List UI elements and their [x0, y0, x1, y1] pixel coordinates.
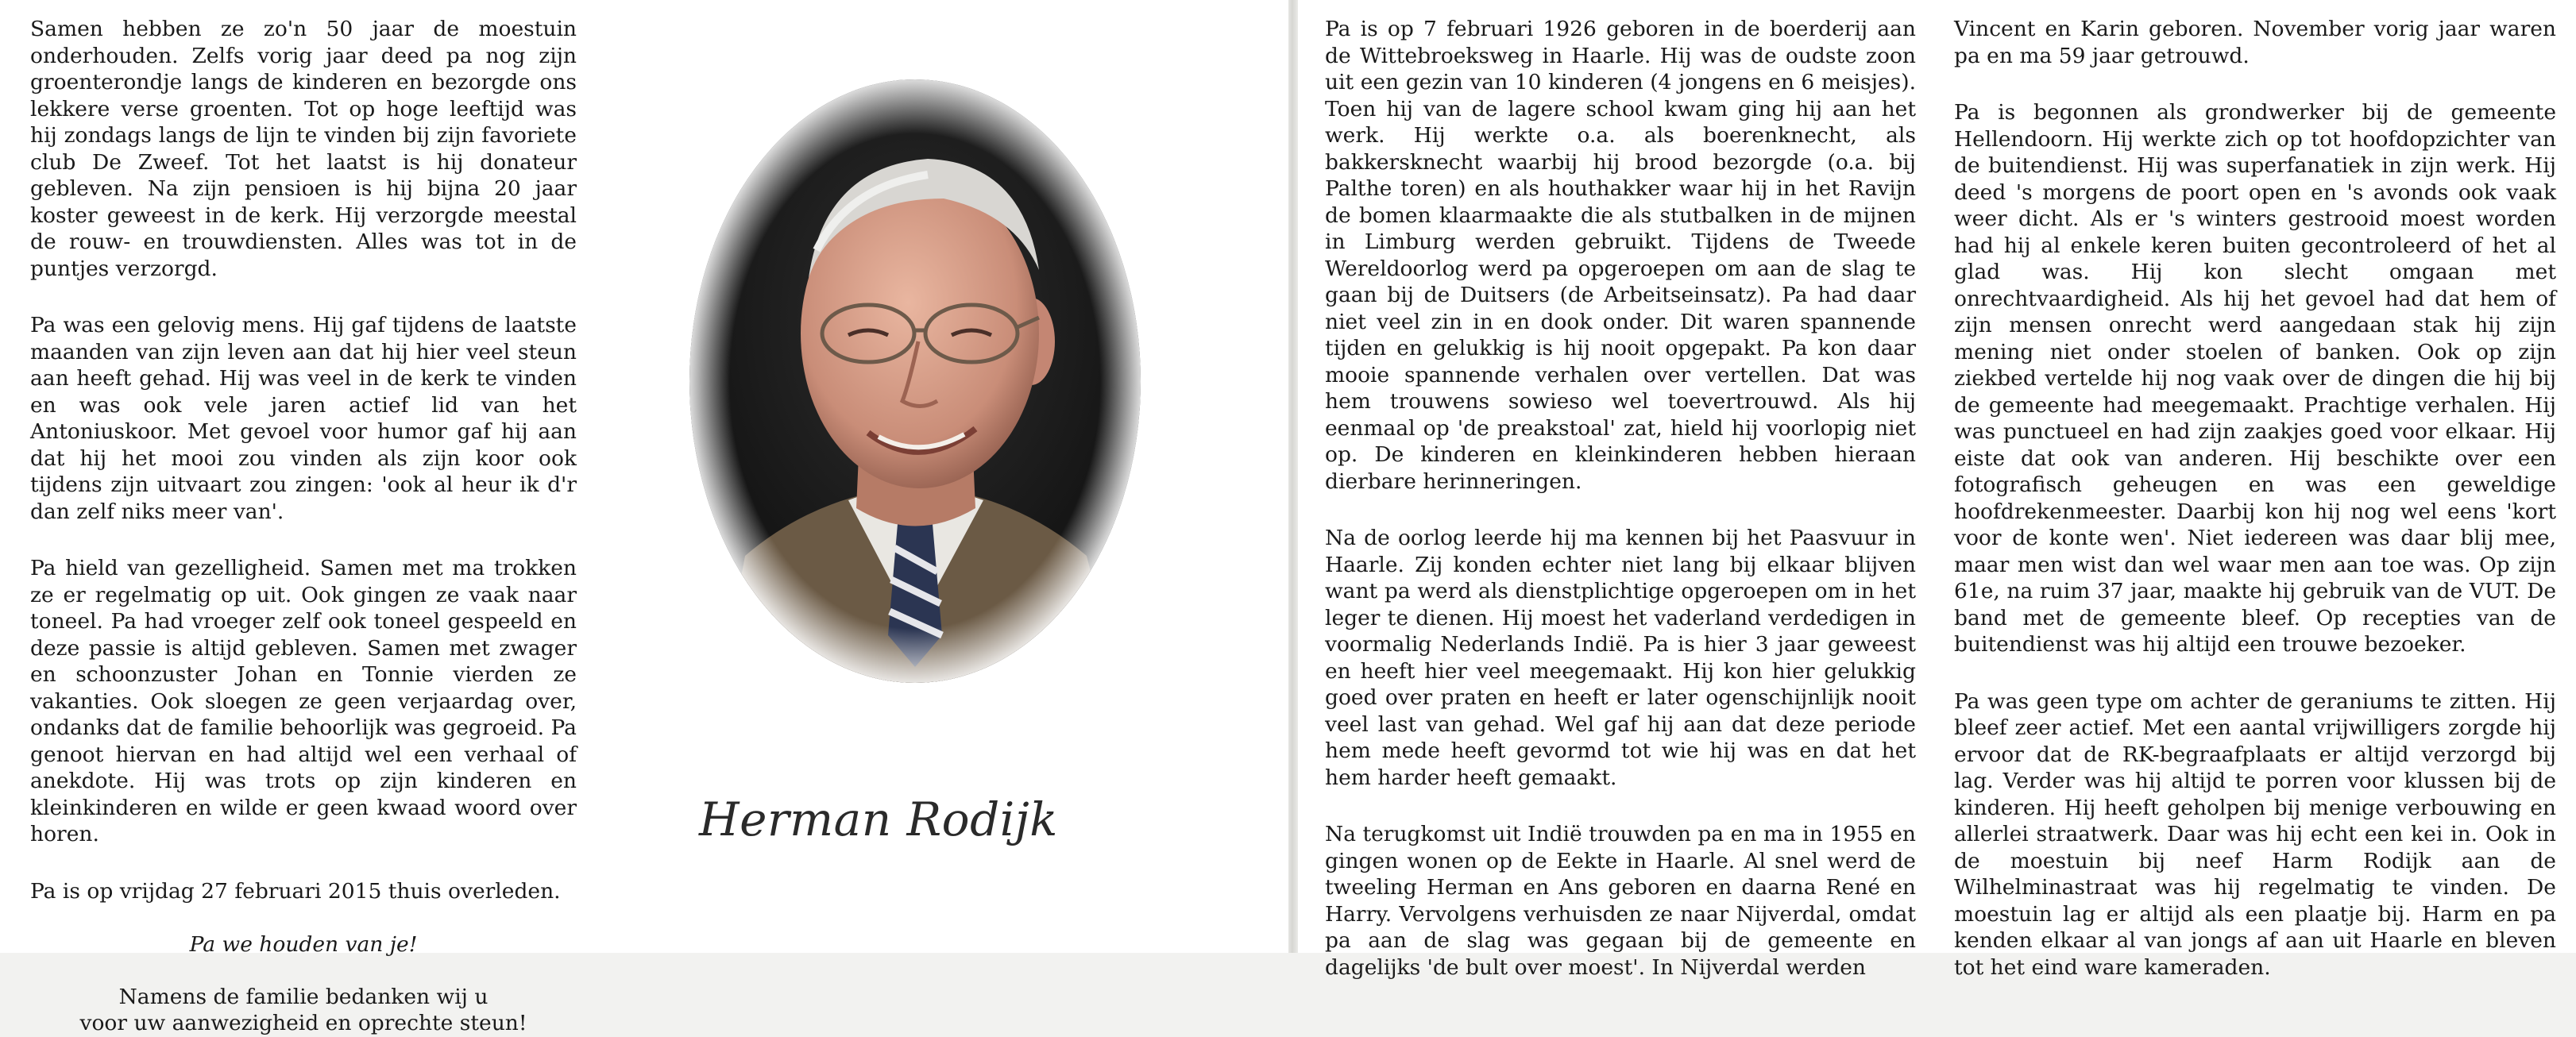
paragraph: Samen hebben ze zo'n 50 jaar de moestuin onderhouden. Zelfs vorig jaar deed pa nog zijn groenterondje langs de kinderen en bezorgde ons lekkere verse groenten. Tot op hoge leeftijd was hij zondags langs de lijn te vinden bij zijn favoriete club De Zweef. Tot het laatst is hij donateur gebleven. Na zijn pensioen is hij bijna 20 jaar koster geweest in de kerk. Hij verzorgde meestal de rouw- en trouwdiensten. Alles was tot in de puntjes verzorgd. [30, 17, 577, 281]
thanks-line: voor uw aanwezigheid en oprechte steun! [79, 1011, 527, 1035]
paragraph: Na terugkomst uit Indië trouwden pa en ma in 1955 en gingen wonen op de Eekte in Haarle. Al snel werd de tweeling Herman en Ans geboren en daarna René en Harry. Vervolgens verhuisden ze naar Nijverdal, omdat pa aan de slag was gegaan bij de gemeente en dagelijks 'de bult over moest'. In Nijverdal werden [1325, 822, 1916, 980]
right-text-column-2 [1954, 16, 2556, 981]
paragraph: Pa was een gelovig mens. Hij gaf tijdens de laatste maanden van zijn leven aan dat hij hier veel steun aan heeft gehad. Hij was veel in de kerk te vinden en was ook vele jaren actief lid van het Antoniuskoor. Met gevoel voor humor gaf hij aan dat hij het mooi zou vinden als zijn koor ook tijdens zijn uitvaart zou zingen: 'ook al heur ik d'r dan zelf niks meer van'. [30, 313, 577, 524]
paragraph: Na de oorlog leerde hij ma kennen bij het Paasvuur in Haarle. Zij konden echter niet lang bij elkaar blijven want pa werd als dienstplichtige opgeroepen om in het leger te dienen. Hij moest het vaderland verdedigen in voormalig Nederlands Indië. Pa is hier 3 jaar geweest en heeft hier veel meegemaakt. Hij kon hier gelukkig goed over praten en heeft er later ogenschijnlijk nooit veel last van gehad. Wel gaf hij aan dat deze periode hem mede heeft gevormd tot wie hij was en dat het hem harder heeft gemaakt. [1325, 526, 1916, 790]
motto: Pa we houden van je! [189, 932, 418, 957]
card-fold [1288, 0, 1298, 953]
portrait-photo [689, 79, 1141, 683]
thanks-message [30, 984, 577, 1037]
right-text-column-1 [1325, 16, 1916, 981]
paragraph: Pa hield van gezelligheid. Samen met ma trokken ze er regelmatig op uit. Ook gingen ze vaak naar toneel. Pa had vroeger zelf ook toneel gespeeld en deze passie is altijd gebleven. Samen met zwager en schoonzuster Johan en Tonnie vierden ze vakanties. Ook sloegen ze geen verjaardag over, ondanks dat de familie behoorlijk was gegroeid. Pa genoot hiervan en had altijd wel een verhaal of anekdote. Hij was trots op zijn kinderen en kleinkinderen en wilde er geen kwaad woord over horen. [30, 556, 577, 846]
left-text-column [30, 16, 577, 1037]
death-notice: Pa is op vrijdag 27 februari 2015 thuis overleden. [30, 878, 561, 904]
paragraph: Pa is begonnen als grondwerker bij de gemeente Hellendoorn. Hij werkte zich op tot hoofdopzichter van de buitendienst. Hij was superfanatiek in zijn werk. Hij deed 's morgens de poort open en 's avonds ook vaak weer dicht. Als er 's winters gestrooid moest worden had hij al enkele keren buiten gecontroleerd of het al glad was. Hij kon slecht omgaan met onrechtvaardigheid. Als hij het gevoel had dat hem of zijn mensen onrecht werd aangedaan stak hij zijn mening niet onder stoelen of banken. Ook op zijn ziekbed vertelde hij nog vaak over de dingen die hij bij de gemeente had meegemaakt. Prachtige verhalen. Hij was punctueel en had zijn zaakjes goed voor elkaar. Hij eiste dat ook van anderen. Hij beschikte over een fotografisch geheugen en was een geweldige hoofdrekenmeester. Daarbij kon hij nog wel eens 'kort voor de konte wen'. Niet iedereen was daar blij mee, maar men wist dan wel waar men aan toe was. Op zijn 61e, na ruim 37 jaar, maakte hij gebruik van de VUT. De band met de gemeente bleef. Op recepties van de buitendienst was hij altijd een trouwe bezoeker. [1954, 100, 2556, 657]
thanks-line: Namens de familie bedanken wij u [118, 984, 489, 1009]
paragraph: Pa was geen type om achter de geraniums te zitten. Hij bleef zeer actief. Met een aantal vrijwilligers zorgde hij ervoor dat de RK-begraafplaats er altijd verzorgd bij lag. Verder was hij altijd te porren voor klussen bij de kinderen. Hij heeft geholpen bij menige verbouwing en allerlei straatwerk. Daar was hij echt een kei in. Ook in de moestuin bij neef Harm Rodijk aan de Wilhelminastraat was hij regelmatig te vinden. De moestuin lag er altijd als een plaatje bij. Harm en pa kenden elkaar al van jongs af aan uit Haarle en bleven tot het eind ware kameraden. [1954, 688, 2556, 980]
paragraph: Vincent en Karin geboren. November vorig jaar waren pa en ma 59 jaar getrouwd. [1954, 17, 2556, 68]
deceased-name: Herman Rodijk [699, 792, 1058, 846]
paragraph: Pa is op 7 februari 1926 geboren in de boerderij aan de Wittebroeksweg in Haarle. Hij was de oudste zoon uit een gezin van 10 kinderen (4 jongens en 6 meisjes). Toen hij van de lagere school kwam ging hij aan het werk. Hij werkte o.a. als boerenknecht, als bakkersknecht waarbij hij brood bezorgde (o.a. bij Palthe toren) en als houthakker waar hij in het Ravijn de bomen klaarmaakte die als stutbalken in de mijnen in Limburg werden gebruikt. Tijdens de Tweede Wereldoorlog werd pa opgeroepen om aan de slag te gaan bij de Duitsers (de Arbeitseinsatz). Pa had daar niet veel zin in en dook onder. Dit waren spannende tijden en gelukkig is hij nooit opgepakt. Pa kon daar mooie spannende verhalen over vertellen. Dat was hem trouwens sowieso wel toevertrouwd. Als hij eenmaal op 'de preakstoal' zat, hield hij voorlopig niet op. De kinderen en kleinkinderen hebben hieraan dierbare herinneringen. [1325, 17, 1916, 494]
